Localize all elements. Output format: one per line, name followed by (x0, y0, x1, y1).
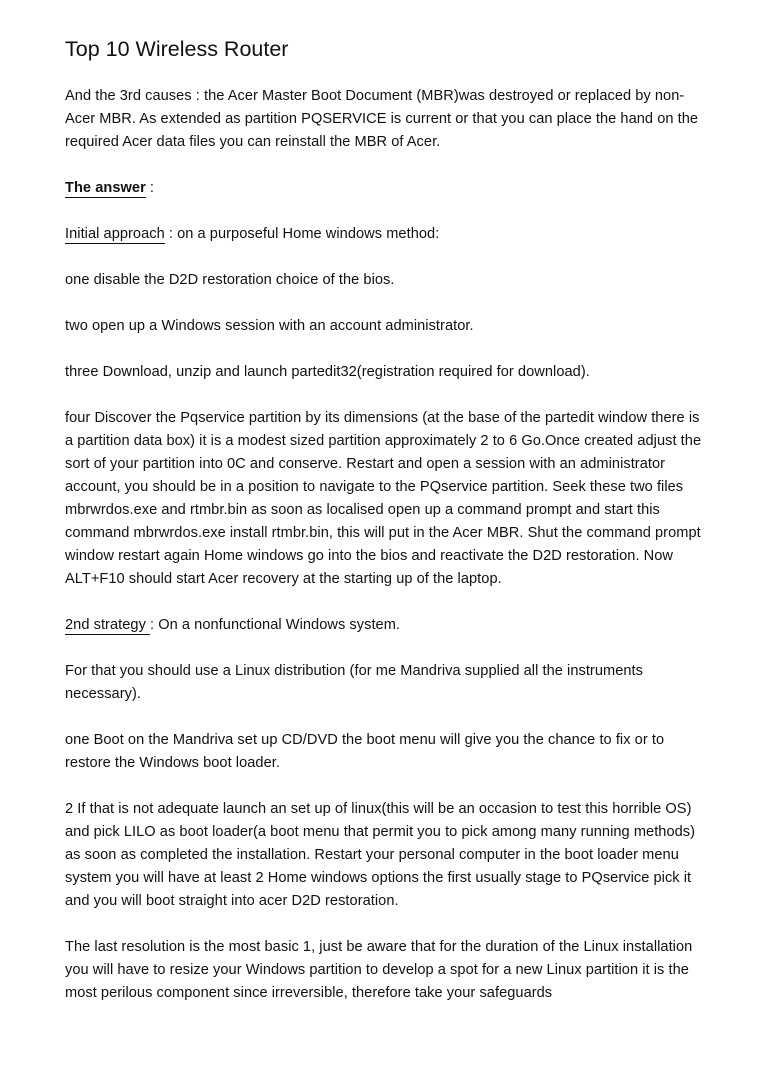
approach-2-label: 2nd strategy (65, 617, 151, 633)
approach-2-heading (65, 614, 705, 637)
approach-1-label: Initial approach (65, 226, 165, 242)
linux-step-1-paragraph: one Boot on the Mandriva set up CD/DVD the boot menu will give you the chance to fix or to restore the Windows boot loader. (65, 732, 665, 771)
step-4-paragraph: four Discover the Pqservice partition by its dimensions (at the base of the partedit window there is a partition data box) it is a modest sized partition approximately 2 to 6 Go.Once created adjust the sort of your partition into 0C and conserve. Restart and open a session with an administrator account, you should be in a position to navigate to the PQservice partition. Seek these two files mbrwrdos.exe and rtmbr.bin as soon as localised open up a command prompt and start this command mbrwrdos.exe install rtmbr.bin, this will put in the Acer MBR. Shut the command prompt window restart again Home windows go into the bios and reactivate the D2D restoration. Now ALT+F10 should start Acer recovery at the starting up of the laptop. (65, 410, 702, 587)
step-1-paragraph: one disable the D2D restoration choice of the bios. (65, 272, 395, 288)
linux-intro-paragraph: For that you should use a Linux distribution (for me Mandriva supplied all the instruments necessary). (65, 663, 644, 702)
step-3-paragraph: three Download, unzip and launch partedit32(registration required for download). (65, 364, 590, 380)
page-title: Top 10 Wireless Router (65, 37, 289, 61)
answer-heading-label: The answer (65, 180, 146, 196)
last-resolution-paragraph: The last resolution is the most basic 1, just be aware that for the duration of the Linux installation you will have to resize your Windows partition to develop a spot for a new Linux partition it is the most perilous component since irreversible, therefore take your safeguards (65, 939, 693, 1001)
step-2-paragraph: two open up a Windows session with an account administrator. (65, 318, 474, 334)
approach-2-text: : On a nonfunctional Windows system. (150, 617, 401, 633)
intro-paragraph: And the 3rd causes : the Acer Master Boot Document (MBR)was destroyed or replaced by non-Acer MBR. As extended as partition PQSERVICE is current or that you can place the hand on the required Acer data files you can reinstall the MBR of Acer. (65, 88, 699, 150)
answer-heading (65, 177, 705, 200)
document-page (65, 34, 705, 1028)
linux-step-2-paragraph: 2 If that is not adequate launch an set up of linux(this will be an occasion to test this horrible OS) and pick LILO as boot loader(a boot menu that permit you to pick among many running methods) as soon as completed the installation. Restart your personal computer in the boot loader menu system you will have at least 2 Home windows options the first usually stage to PQservice pick it and you will boot straight into acer D2D restoration. (65, 801, 696, 909)
approach-1-heading (65, 223, 705, 246)
answer-heading-suffix: : (145, 180, 155, 196)
approach-1-text: : on a purposeful Home windows method: (164, 226, 440, 242)
